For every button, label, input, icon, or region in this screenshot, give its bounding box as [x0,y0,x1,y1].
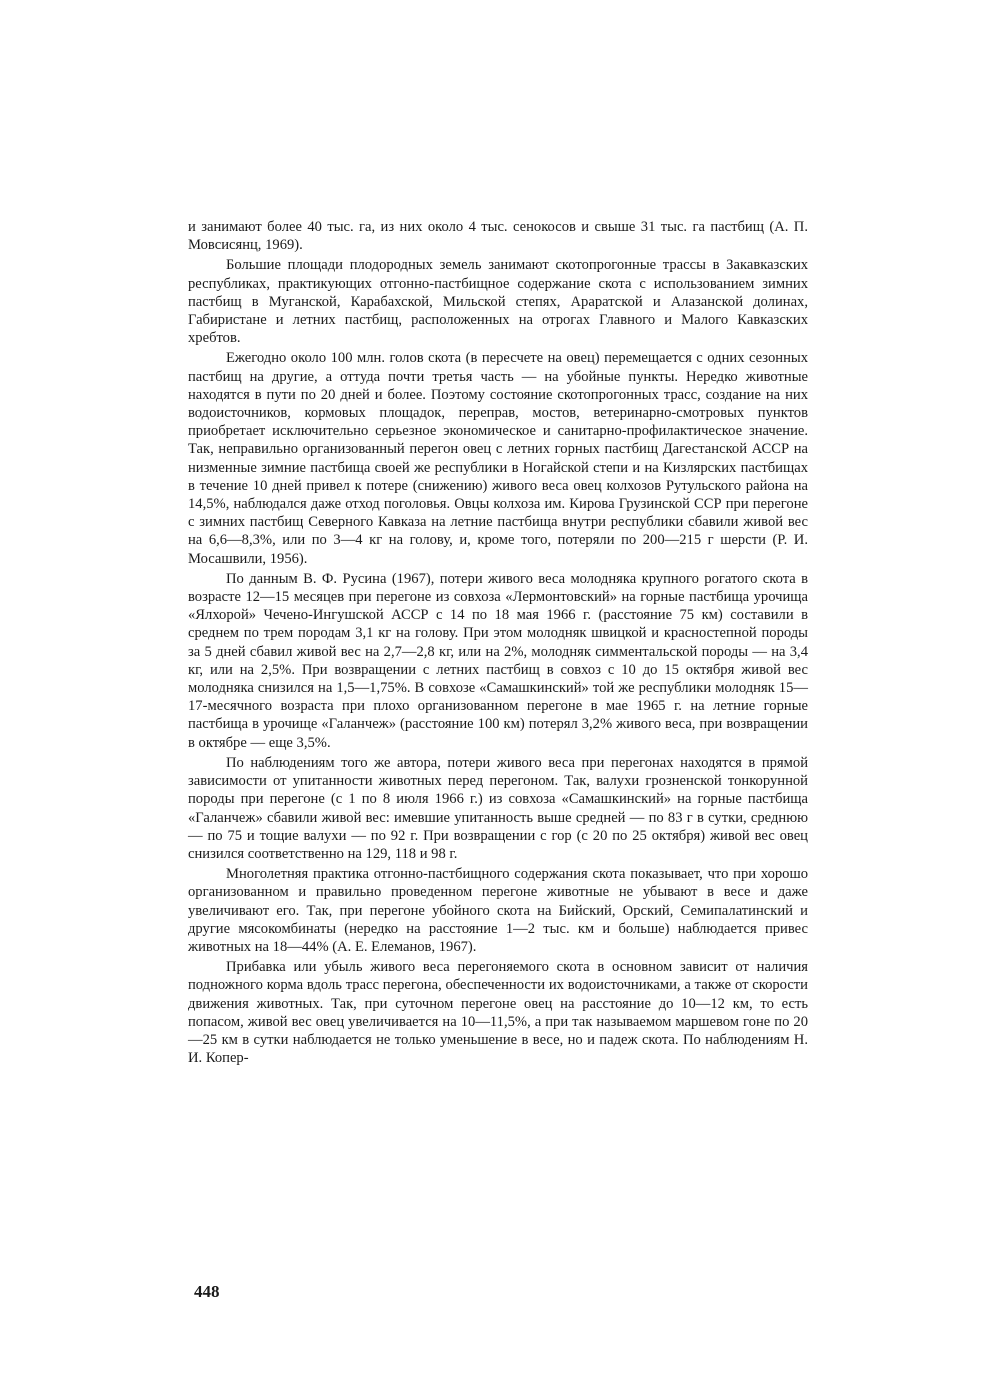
paragraph-long-term-practice: Многолетняя практика отгонно-пастбищного содержания скота показывает, что при хорошо организованном и правильно проведенном перегоне животные не убывают в весе и даже увеличивают его. Так, при перегоне убойного скота на Бийский, Орский, Семипалатинский и другие мясокомбинаты (нередко на расстояние 1—2 тыс. км и больше) наблюдается привес животных на 18—44% (А. Е. Елеманов, 1967). [188,866,808,955]
paragraph-annual-movement: Ежегодно около 100 млн. голов скота (в пересчете на овец) перемещается с одних сезонных пастбищ на другие, а оттуда почти третья часть — на убойные пункты. Нередко животные находятся в пути по 20 дней и более. Поэтому состояние скотопрогонных трасс, создание на них водоисточников, кормовых площадок, переправ, мостов, ветеринарно-смотровых пунктов приобретает исключительно серьезное экономическое и санитарно-профилактическое значение. Так, неправильно организованный перегон овец с летних горных пастбищ Дагестанской АССР на низменные зимние пастбища своей же республики в Ногайской степи и на Кизлярских пастбищах в течение 10 дней привел к потере (снижению) живого веса овец колхозов Рутульского района на 14,5%, наблюдался даже отход поголовья. Овцы колхоза им. Кирова Грузинской ССР при перегоне с зимних пастбищ Северного Кавказа на летние пастбища внутри республики сбавили живой вес на 6,6—8,3%, или по 3—4 кг на голову, и, кроме того, потеряли по 200—215 г шерсти (Р. И. Мосашвили, 1956). [188,350,808,567]
paragraph-weight-gain-loss: Прибавка или убыль живого веса перегоняемого скота в основном зависит от наличия подножного корма вдоль трасс перегона, обеспеченности их водоисточниками, а также от скорости движения животных. Так, при суточном перегоне овец на расстояние до 10—12 км, то есть попасом, живой вес овец увеличивается на 10—11,5%, а при так называемом маршевом гоне по 20—25 км в сутки наблюдается не только уменьшение в весе, но и падеж скота. По наблюдениям Н. И. Копер- [188,959,808,1067]
page-number: 448 [194,1282,220,1301]
paragraph-transcaucasian-routes: Большие площади плодородных земель занимают скотопрогонные трассы в Закавказских республиках, практикующих отгонно-пастбищное содержание скота с использованием зимних пастбищ в Муганской, Карабахской, Мильской степях, Араратской и Алазанской долинах, Габиристане и летних пастбищ, расположенных на отрогах Главного и Малого Кавказских хребтов. [188,257,808,347]
paragraph-rusin-data: По данным В. Ф. Русина (1967), потери живого веса молодняка крупного рогатого скота в возрасте 12—15 месяцев при перегоне из совхоза «Лермонтовский» на горные пастбища урочища «Ялхорой» Чечено-Ингушской АССР с 14 по 18 мая 1966 г. (расстояние 75 км) составили в среднем по трем породам 3,1 кг на голову. При этом молодняк швицкой и красностепной породы за 5 дней сбавил живой вес на 2,7—2,8 кг, или на 2%, молодняк симментальской породы — на 3,4 кг, или на 2,5%. При возвращении с летних пастбищ в совхоз с 10 до 15 октября живой вес молодняка снизился на 1,5—1,75%. В совхозе «Самашкинский» той же республики молодняк 15—17-месячного возраста при плохо организованном перегоне в мае 1965 г. на летние горные пастбища в урочище «Галанчеж» (расстояние 100 км) потерял 3,2% живого веса, при возвращении в октябре — еще 3,5%. [188,570,808,751]
paragraph-author-observations: По наблюдениям того же автора, потери живого веса при перегонах находятся в прямой зависимости от упитанности животных перед перегоном. Так, валухи грозненской тонкорунной породы при перегоне (с 1 по 8 июля 1966 г.) из совхоза «Самашкинский» на горные пастбища «Галанчеж» сбавили живой вес: имевшие упитанность выше средней — по 83 г в сутки, среднюю — по 75 и тощие валухи — по 92 г. При возвращении с гор (с 20 по 25 октября) живой вес овец снизился соответственно на 129, 118 и 98 г. [188,754,808,862]
page-body [188,218,808,1067]
paragraph-continuation: и занимают более 40 тыс. га, из них около 4 тыс. сенокосов и свыше 31 тыс. га пастбищ (А. П. Мовсисянц, 1969). [188,219,808,254]
